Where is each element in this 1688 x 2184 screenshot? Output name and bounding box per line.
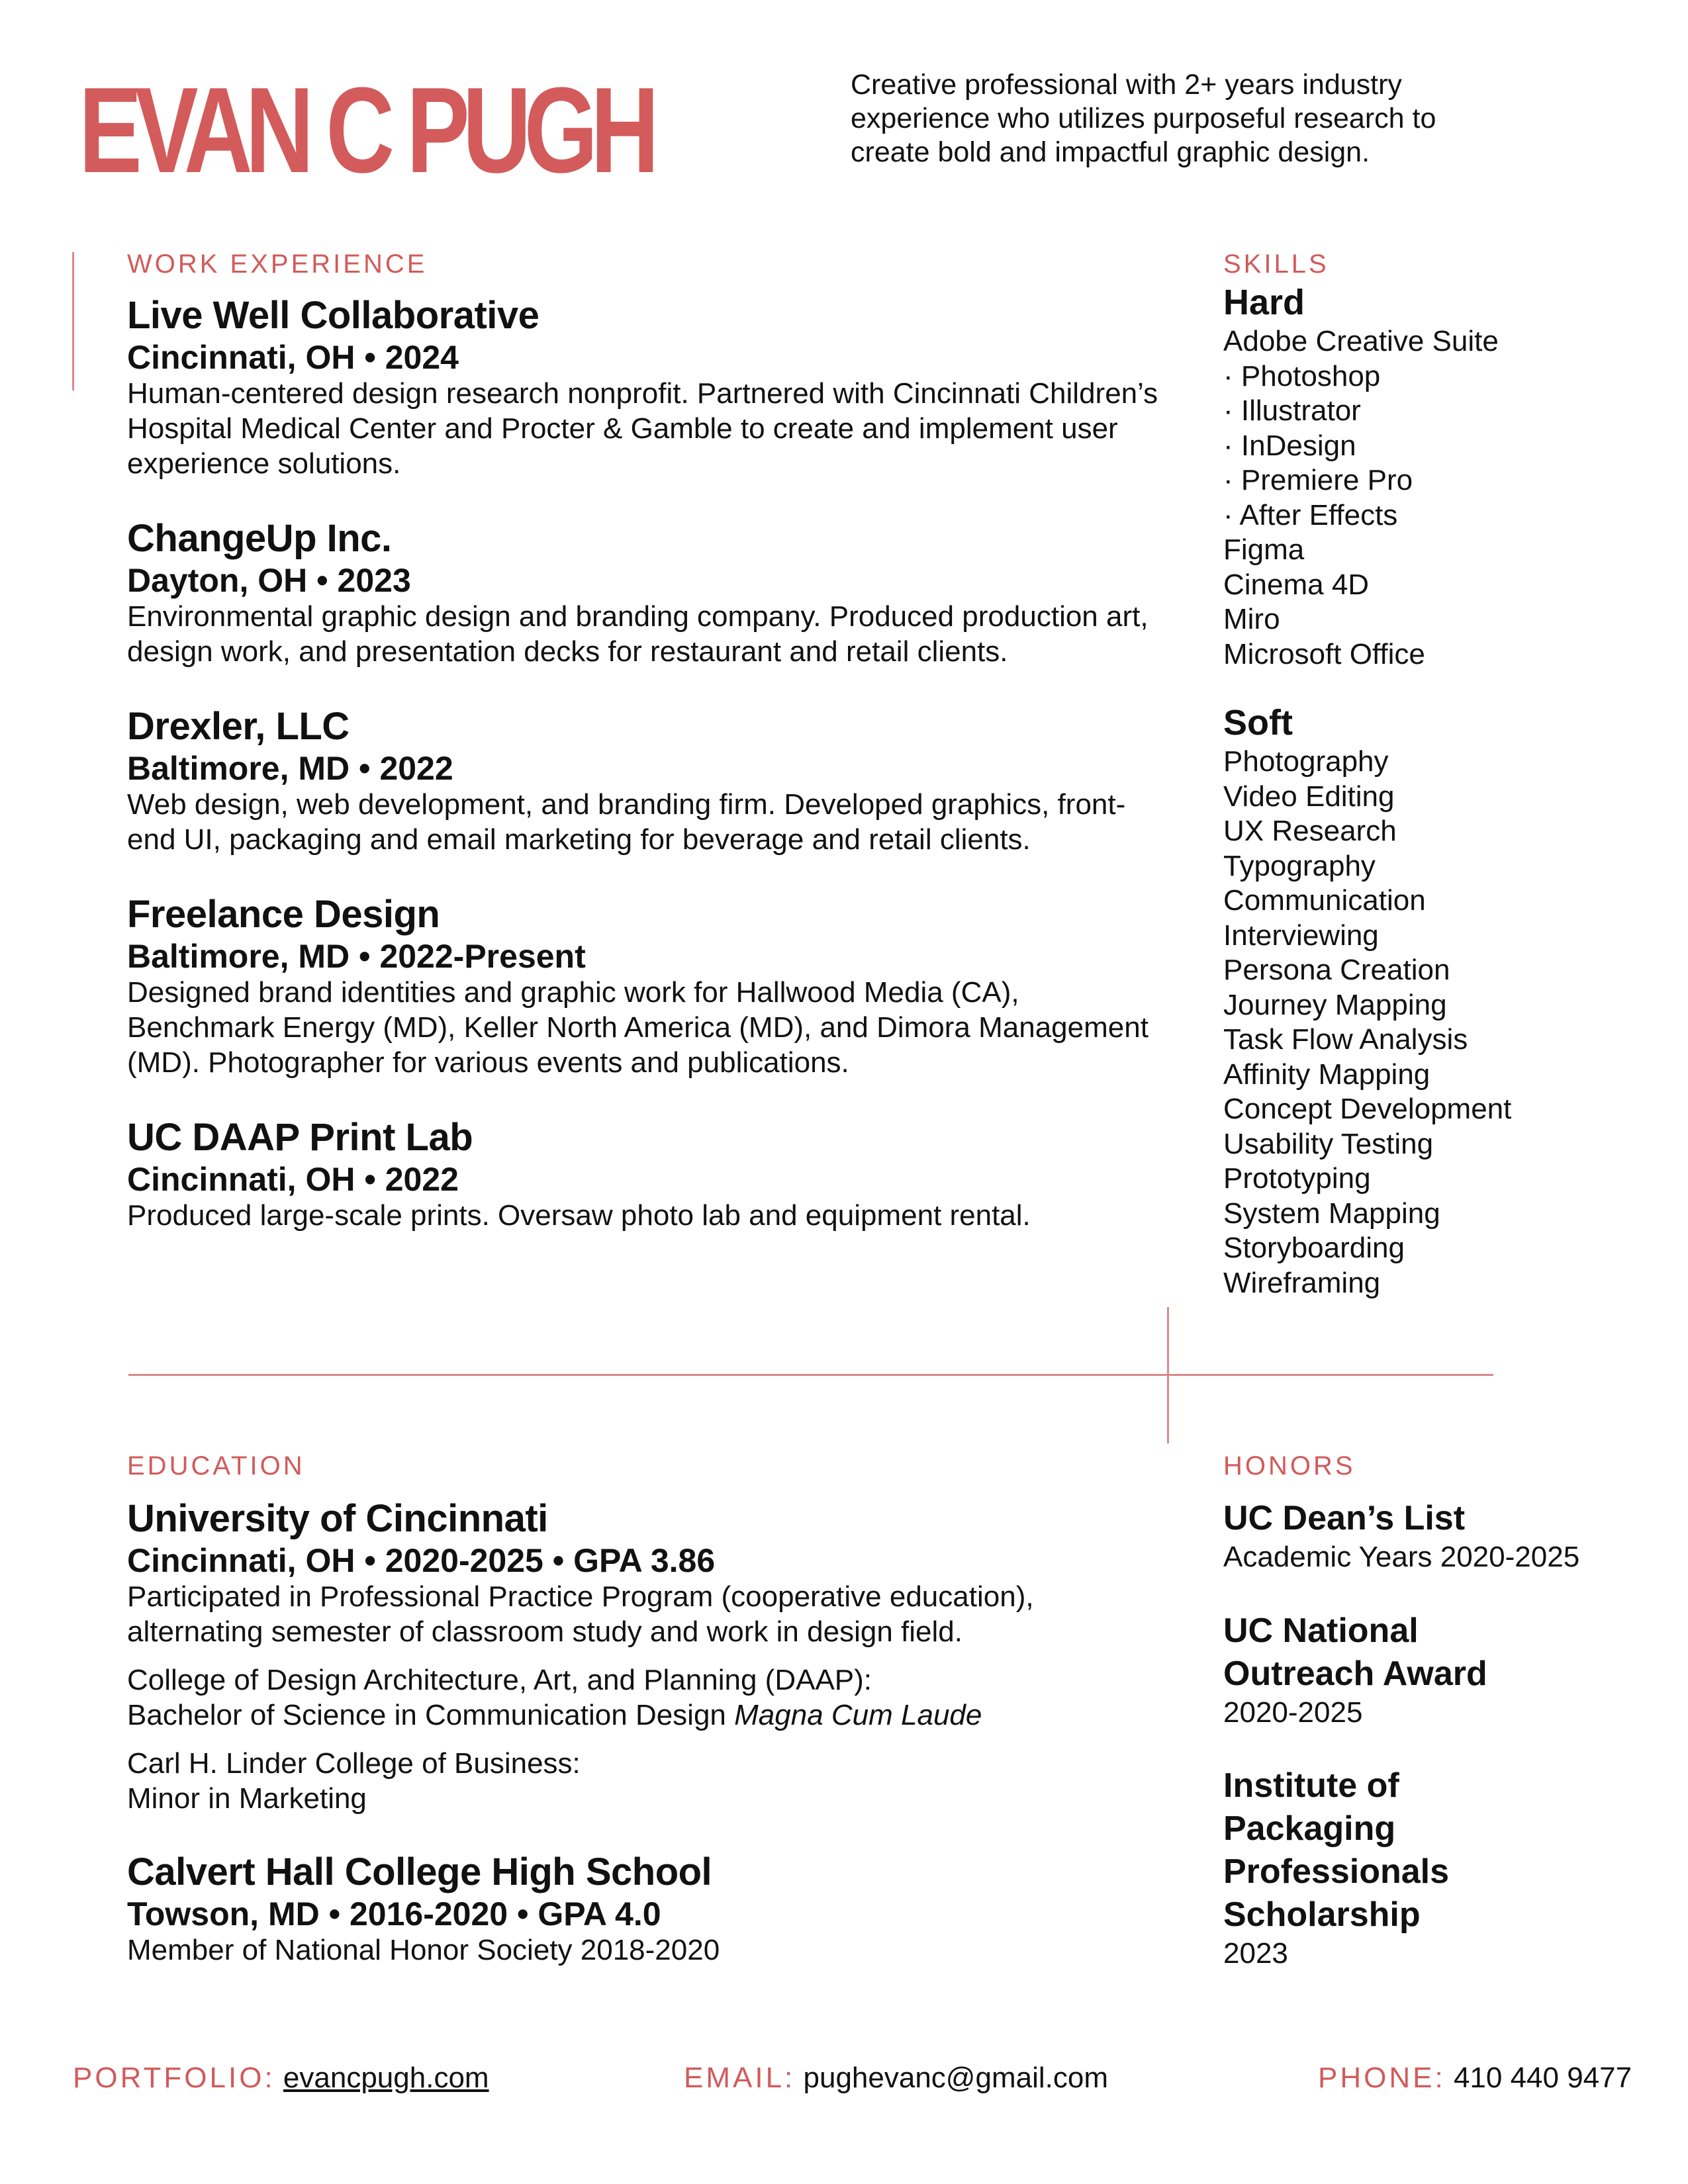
degree-name: Bachelor of Science in Communication Design (127, 1699, 735, 1731)
work-entry (127, 891, 1160, 1080)
company-description: Environmental graphic design and branding company. Produced production art, design work, and presentation decks for restaurant and retail clients. (127, 600, 1149, 668)
honor-subtitle: 2020-2025 (1223, 1696, 1363, 1729)
tagline: Creative professional with 2+ years industry experience who utilizes purposeful research to create bold and impactful graphic design. (851, 69, 1436, 168)
honor-item (1223, 1764, 1647, 1972)
phone-value: 410 440 9477 (1453, 2062, 1632, 2094)
skill-item: Journey Mapping (1223, 988, 1447, 1021)
company-title: Freelance Design (127, 893, 440, 936)
school-title: University of Cincinnati (127, 1497, 548, 1540)
skill-item: UX Research (1223, 815, 1397, 847)
school-title: Calvert Hall College High School (127, 1850, 712, 1893)
honors-section (1223, 1449, 1647, 2006)
section-heading: SKILLS (1223, 250, 1329, 279)
school-minor (127, 1746, 1160, 1816)
footer-portfolio (73, 2060, 489, 2097)
skill-item: System Mapping (1223, 1197, 1440, 1230)
skill-item: Figma (1223, 533, 1305, 566)
skill-item: Task Flow Analysis (1223, 1023, 1468, 1056)
school-degree (127, 1662, 1160, 1733)
email-value[interactable]: pughevanc@gmail.com (803, 2062, 1108, 2094)
degree-college: College of Design Architecture, Art, and Planning (DAAP): (127, 1664, 872, 1696)
company-title: Live Well Collaborative (127, 294, 539, 337)
honor-title: Institute of Packaging Professionals Scholarship (1223, 1766, 1450, 1934)
school-desc: Member of National Honor Society 2018-2020 (127, 1934, 720, 1966)
honor-subtitle: Academic Years 2020-2025 (1223, 1541, 1580, 1573)
phone-label: PHONE: (1318, 2062, 1446, 2094)
company-description: Web design, web development, and branding firm. Developed graphics, front-end UI, packaging and email marketing for beverage and retail clients. (127, 788, 1126, 856)
accent-line (72, 252, 74, 390)
footer-phone (1318, 2060, 1632, 2097)
honor-subtitle: 2023 (1223, 1937, 1288, 1970)
company-location-year: Baltimore, MD • 2022 (127, 750, 453, 787)
work-entry (127, 704, 1160, 857)
section-heading: HONORS (1223, 1451, 1356, 1480)
skill-item: · Illustrator (1223, 394, 1361, 427)
footer-email (684, 2060, 1108, 2097)
name-logo: EVAN C PUGH (79, 62, 653, 198)
skill-item: · Photoshop (1223, 359, 1381, 392)
skills-section (1223, 248, 1660, 1300)
skill-item: Communication (1223, 884, 1426, 917)
skill-item: Adobe Creative Suite (1223, 325, 1499, 357)
work-entry (127, 516, 1160, 669)
company-location-year: Cincinnati, OH • 2024 (127, 339, 459, 376)
divider-vertical (1167, 1307, 1169, 1443)
school-desc: Participated in Professional Practice Program (cooperative education), alternating semester of classroom study and work in design field. (127, 1580, 1034, 1648)
skill-item: Concept Development (1223, 1093, 1512, 1125)
company-title: ChangeUp Inc. (127, 517, 392, 560)
skill-item: Photography (1223, 745, 1389, 778)
email-label: EMAIL: (684, 2062, 796, 2094)
honor-item (1223, 1497, 1647, 1575)
skills-soft-label: Soft (1223, 703, 1293, 743)
divider-horizontal (128, 1374, 1493, 1376)
work-entry (127, 1115, 1160, 1233)
portfolio-link[interactable]: evancpugh.com (283, 2062, 489, 2094)
school-location: Cincinnati, OH • 2020-2025 • GPA 3.86 (127, 1542, 716, 1579)
skill-item: Interviewing (1223, 919, 1379, 952)
company-description: Produced large-scale prints. Oversaw photo lab and equipment rental. (127, 1199, 1031, 1232)
section-heading: WORK EXPERIENCE (127, 250, 428, 279)
skill-item: Usability Testing (1223, 1127, 1434, 1160)
work-experience-section (127, 248, 1160, 1267)
skill-item: Miro (1223, 603, 1280, 635)
company-description: Designed brand identities and graphic work for Hallwood Media (CA), Benchmark Energy (MD), Keller North America (MD), and Dimora Management (MD). Photographer for various events and publications. (127, 976, 1149, 1079)
skill-item: Affinity Mapping (1223, 1058, 1430, 1091)
skill-item: Typography (1223, 849, 1376, 882)
work-entry (127, 293, 1160, 481)
honor-title: UC National Outreach Award (1223, 1611, 1487, 1693)
company-description: Human-centered design research nonprofit. Partnered with Cincinnati Children’s Hospital Medical Center and Procter & Gamble to create and implement user experience solutions. (127, 377, 1158, 480)
education-section (127, 1449, 1160, 1968)
skill-item: · After Effects (1223, 498, 1398, 531)
company-location-year: Baltimore, MD • 2022-Present (127, 938, 586, 975)
skill-item: Wireframing (1223, 1266, 1381, 1299)
school-location: Towson, MD • 2016-2020 • GPA 4.0 (127, 1895, 661, 1933)
skill-item: Storyboarding (1223, 1232, 1405, 1264)
skill-item: Prototyping (1223, 1162, 1371, 1195)
company-title: Drexler, LLC (127, 705, 350, 748)
skill-item: Persona Creation (1223, 954, 1450, 986)
company-location-year: Cincinnati, OH • 2022 (127, 1161, 459, 1198)
company-title: UC DAAP Print Lab (127, 1116, 473, 1159)
skill-item: Video Editing (1223, 780, 1395, 813)
degree-honor: Magna Cum Laude (734, 1699, 982, 1731)
section-heading: EDUCATION (127, 1451, 305, 1480)
minor-name: Minor in Marketing (127, 1782, 367, 1815)
skill-item: Cinema 4D (1223, 568, 1370, 601)
skill-item: · Premiere Pro (1223, 464, 1413, 496)
minor-college: Carl H. Linder College of Business: (127, 1747, 581, 1780)
skill-item: Microsoft Office (1223, 637, 1425, 670)
honor-item (1223, 1610, 1647, 1731)
honor-title: UC Dean’s List (1223, 1499, 1466, 1537)
skills-hard-label: Hard (1223, 283, 1305, 322)
portfolio-label: PORTFOLIO: (73, 2062, 275, 2094)
skill-item: · InDesign (1223, 429, 1356, 462)
company-location-year: Dayton, OH • 2023 (127, 562, 411, 599)
